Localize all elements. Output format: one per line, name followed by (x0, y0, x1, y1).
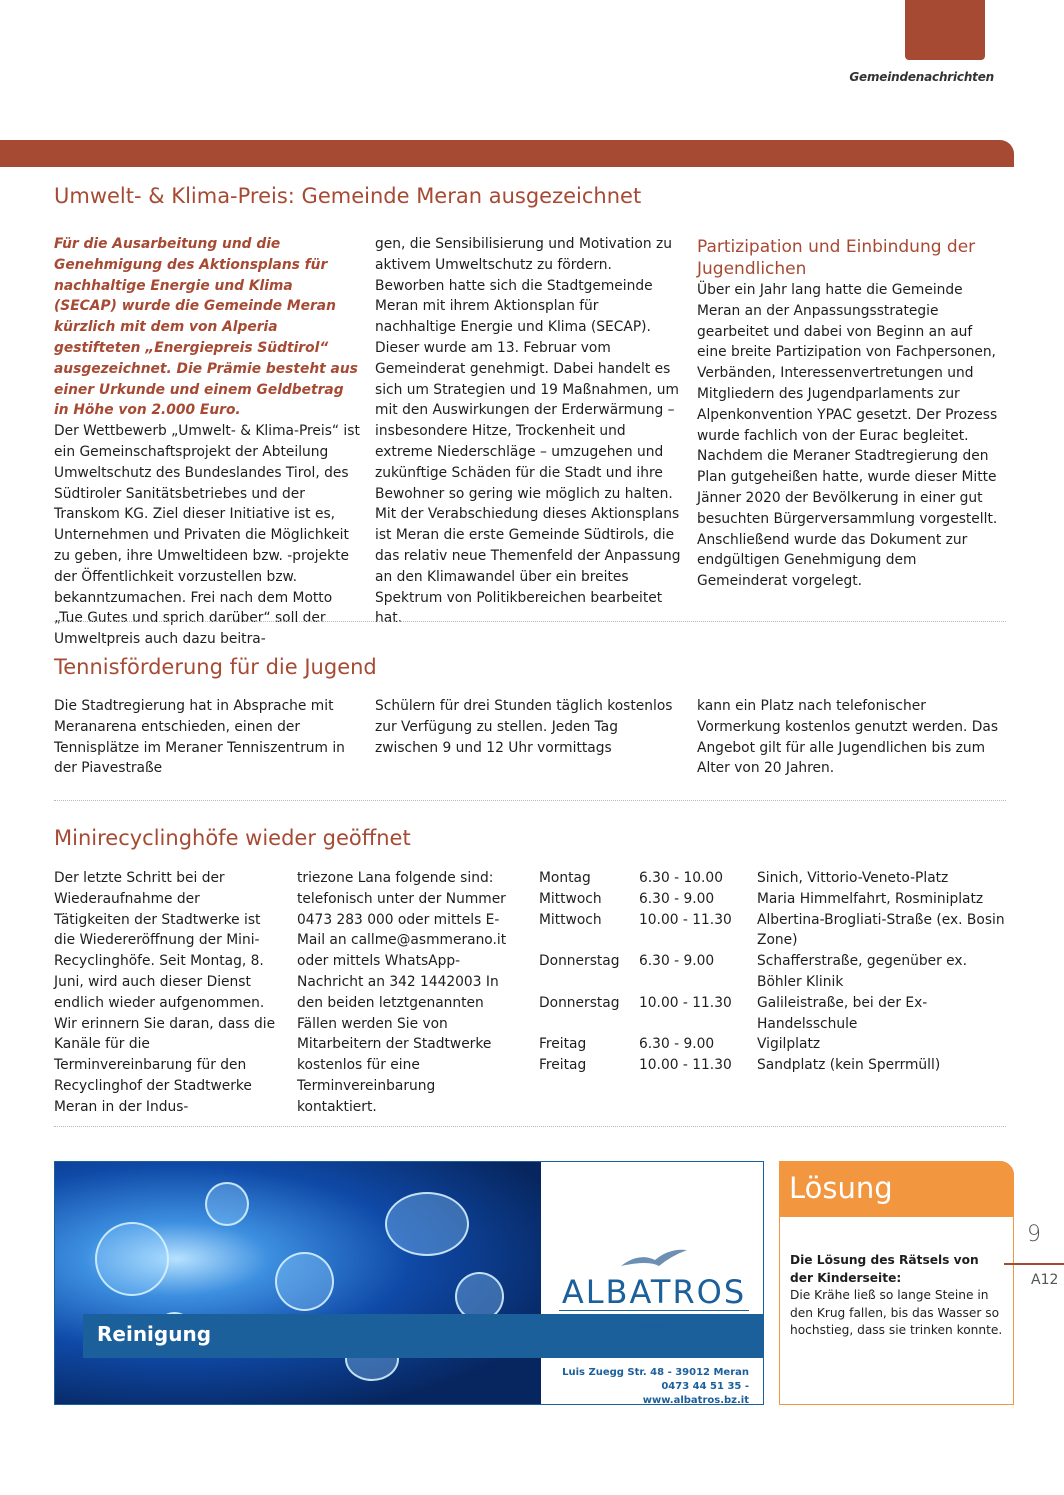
schedule-place: Schafferstraße, gegenüber ex. Böhler Klinik (757, 953, 967, 990)
solution-header (779, 1161, 1014, 1217)
schedule-day: Donnerstag (539, 994, 620, 1011)
schedule-time: 6.30 - 9.00 (639, 890, 715, 907)
article2-col1-text: Die Stadtregierung hat in Absprache mit Meranarena entschieden, einen der Tennisplätze im Meraner Tenniszentrum in der Piavestraße (54, 698, 345, 777)
schedule-place: Maria Himmelfahrt, Rosminiplatz (757, 890, 984, 907)
ad-address: Luis Zuegg Str. 48 - 39012 Meran (562, 1367, 749, 1378)
schedule-time: 6.30 - 9.00 (639, 953, 715, 970)
schedule-place: Vigilplatz (757, 1036, 821, 1053)
schedule-time: 10.00 - 11.30 (639, 994, 732, 1011)
edition-label: A12 (1031, 1272, 1059, 1288)
solution-heading: Die Lösung des Rätsels von der Kinderseite: (790, 1253, 979, 1285)
article3-column-2 (297, 868, 519, 1118)
article2-column-2 (375, 696, 683, 758)
article-title-climate-prize: Umwelt- & Klima-Preis: Gemeinde Meran ausgezeichnet (54, 184, 642, 208)
article2-column-3 (697, 696, 1005, 779)
schedule-day: Donnerstag (539, 953, 620, 970)
albatros-advertisement (54, 1161, 764, 1405)
article1-subheading: Partizipation und Einbindung der Jugendlichen (697, 237, 976, 279)
water-splash-image (55, 1162, 541, 1404)
schedule-place: Sinich, Vittorio-Veneto-Platz (757, 870, 949, 886)
article3-col2-text: triezone Lana folgende sind: telefonisch unter der Nummer 0473 283 000 oder mittels E-Mail an callme@asmmerano.it oder mittels WhatsApp-Nachricht an 342 1442003 In den beiden letztgenannten Fällen werden Sie von Mitarbeitern der Stadtwerke kostenlos für eine Terminvereinbarung kontaktiert. (297, 870, 507, 1115)
divider (54, 800, 1006, 801)
article3-column-1 (54, 868, 276, 1118)
solution-title: Lösung (789, 1171, 893, 1205)
divider (54, 621, 1006, 622)
page-number-rule (1004, 1263, 1064, 1265)
article-title-tennis: Tennisförderung für die Jugend (54, 655, 377, 679)
article3-col1-text: Der letzte Schritt bei der Wiederaufnahme der Tätigkeiten der Stadtwerke ist die Wiedereröffnung der Mini-Recyclinghöfe. Seit Montag, 8. Juni, wird auch dieser Dienst endlich wieder aufgenommen. Wir erinnern Sie daran, dass die Kanäle für die Terminvereinbarung für den Recyclinghof der Stadtwerke Meran in der Indus- (54, 870, 276, 1115)
article2-column-1 (54, 696, 360, 779)
page-number: 9 (1027, 1222, 1041, 1247)
solution-text: Die Krähe ließ so lange Steine in den Krug fallen, bis das Wasser so hochstieg, dass sie trinken konnte. (790, 1288, 1003, 1337)
article1-column-3 (697, 236, 1005, 592)
section-label: Gemeindenachrichten (849, 70, 994, 84)
schedule-place: Galileistraße, bei der Ex-Handelsschule (757, 994, 928, 1032)
ad-phone-web: 0473 44 51 35 - www.albatros.bz.it (642, 1381, 749, 1405)
schedule-day: Freitag (539, 1057, 587, 1074)
schedule-day: Freitag (539, 1036, 587, 1053)
schedule-time: 6.30 - 9.00 (639, 1036, 715, 1053)
article1-col3-text: Über ein Jahr lang hatte die Gemeinde Meran an der Anpassungsstrategie gearbeitet und dabei von Beginn an auf eine breite Partizipation von Fachpersonen, Verbänden, Interessenvertretungen und Mitgliedern des Jugendparlaments zur Alpenkonvention YPAC gesetzt. Der Prozess wurde fachlich von der Eurac begleitet. Nachdem die Meraner Stadtregierung den Plan gutgeheißen hatte, wurde dieser Mitte Jänner 2020 der Bevölkerung in einer gut besuchten Bürgerversammlung vorgestellt. Anschließend wurde das Dokument zur endgültigen Genehmigung dem Gemeinderat vorgelegt. (697, 282, 998, 590)
ad-tagline: Sozialgenossenschaft - Cooperativa sociale (559, 1310, 749, 1331)
schedule-day: Mittwoch (539, 911, 602, 928)
schedule-row (539, 1055, 1007, 1076)
article1-col1-text: Der Wettbewerb „Umwelt- & Klima-Preis“ ist ein Gemeinschaftsprojekt der Abteilung Umweltschutz des Bundeslandes Tirol, des Südtiroler Sanitätsbetriebes und der Transkom KG. Ziel dieser Initiative ist es, Unternehmen und Privaten die Möglichkeit zu geben, ihre Umweltideen bzw. -projekte der Öffentlichkeit vorzustellen bzw. bekanntzumachen. Frei nach dem Motto „Tue Gutes und sprich darüber“ soll der Umweltpreis auch dazu beitra- (54, 423, 360, 648)
ad-service-label: Reinigung (97, 1322, 212, 1346)
schedule-time: 10.00 - 11.30 (639, 911, 732, 928)
schedule-row (539, 951, 1007, 993)
ad-contact (559, 1366, 749, 1405)
article2-col2-text: Schülern für drei Stunden täglich kostenlos zur Verfügung zu stellen. Jeden Tag zwischen 9 und 12 Uhr vormittags (375, 698, 673, 756)
albatros-logo (559, 1246, 749, 1331)
article-title-recycling: Minirecyclinghöfe wieder geöffnet (54, 826, 411, 850)
recycling-schedule (539, 868, 1009, 1076)
schedule-row (539, 868, 1007, 889)
schedule-row (539, 889, 1007, 910)
bird-icon (619, 1246, 689, 1270)
schedule-table (539, 868, 1007, 1076)
divider (54, 1126, 1006, 1127)
section-tab-marker (905, 0, 985, 60)
schedule-day: Montag (539, 870, 591, 886)
schedule-time: 10.00 - 11.30 (639, 1057, 732, 1074)
article1-column-1 (54, 234, 360, 650)
article1-column-2 (375, 234, 683, 629)
schedule-place: Sandplatz (kein Sperrmüll) (757, 1057, 941, 1074)
solution-box (779, 1161, 1014, 1405)
schedule-row (539, 993, 1007, 1035)
ad-brand: ALBATROS (561, 1273, 747, 1311)
article2-col3-text: kann ein Platz nach telefonischer Vormerkung kostenlos genutzt werden. Das Angebot gilt für alle Jugendlichen bis zum Alter von 20 Jahren. (697, 698, 999, 777)
schedule-time: 6.30 - 10.00 (639, 870, 723, 886)
article1-lead: Für die Ausarbeitung und die Genehmigung des Aktionsplans für nachhaltige Energie und Klima (SECAP) wurde die Gemeinde Meran kürzlich mit dem von Alperia gestifteten „Energiepreis Südtirol“ ausgezeichnet. Die Prämie besteht aus einer Urkunde und einem Geldbetrag in Höhe von 2.000 Euro. (54, 236, 358, 419)
schedule-row (539, 910, 1007, 952)
schedule-place: Albertina-Brogliati-Straße (ex. Bosin Zone) (757, 911, 1005, 949)
schedule-row (539, 1034, 1007, 1055)
header-bar (0, 140, 1014, 167)
solution-body (790, 1252, 1005, 1340)
schedule-day: Mittwoch (539, 890, 602, 907)
article1-col2-text: gen, die Sensibilisierung und Motivation zu aktivem Umweltschutz zu fördern. Beworben hatte sich die Stadtgemeinde Meran mit ihrem Aktionsplan für nachhaltige Energie und Klima (SECAP). Dieser wurde am 13. Februar vom Gemeinderat genehmigt. Dabei handelt es sich um Strategien und 19 Maßnahmen, um mit den Auswirkungen der Erderwärmung – insbesondere Hitze, Trockenheit und extreme Niederschläge – umzugehen und zukünftige Schäden für die Stadt und ihre Bewohner so gering wie möglich zu halten. Mit der Verabschiedung dieses Aktionsplans ist Meran die erste Gemeinde Südtirols, die das relativ neue Themenfeld der Anpassung an den Klimawandel über ein breites Spektrum von Politikbereichen bearbeitet hat. (375, 236, 681, 627)
